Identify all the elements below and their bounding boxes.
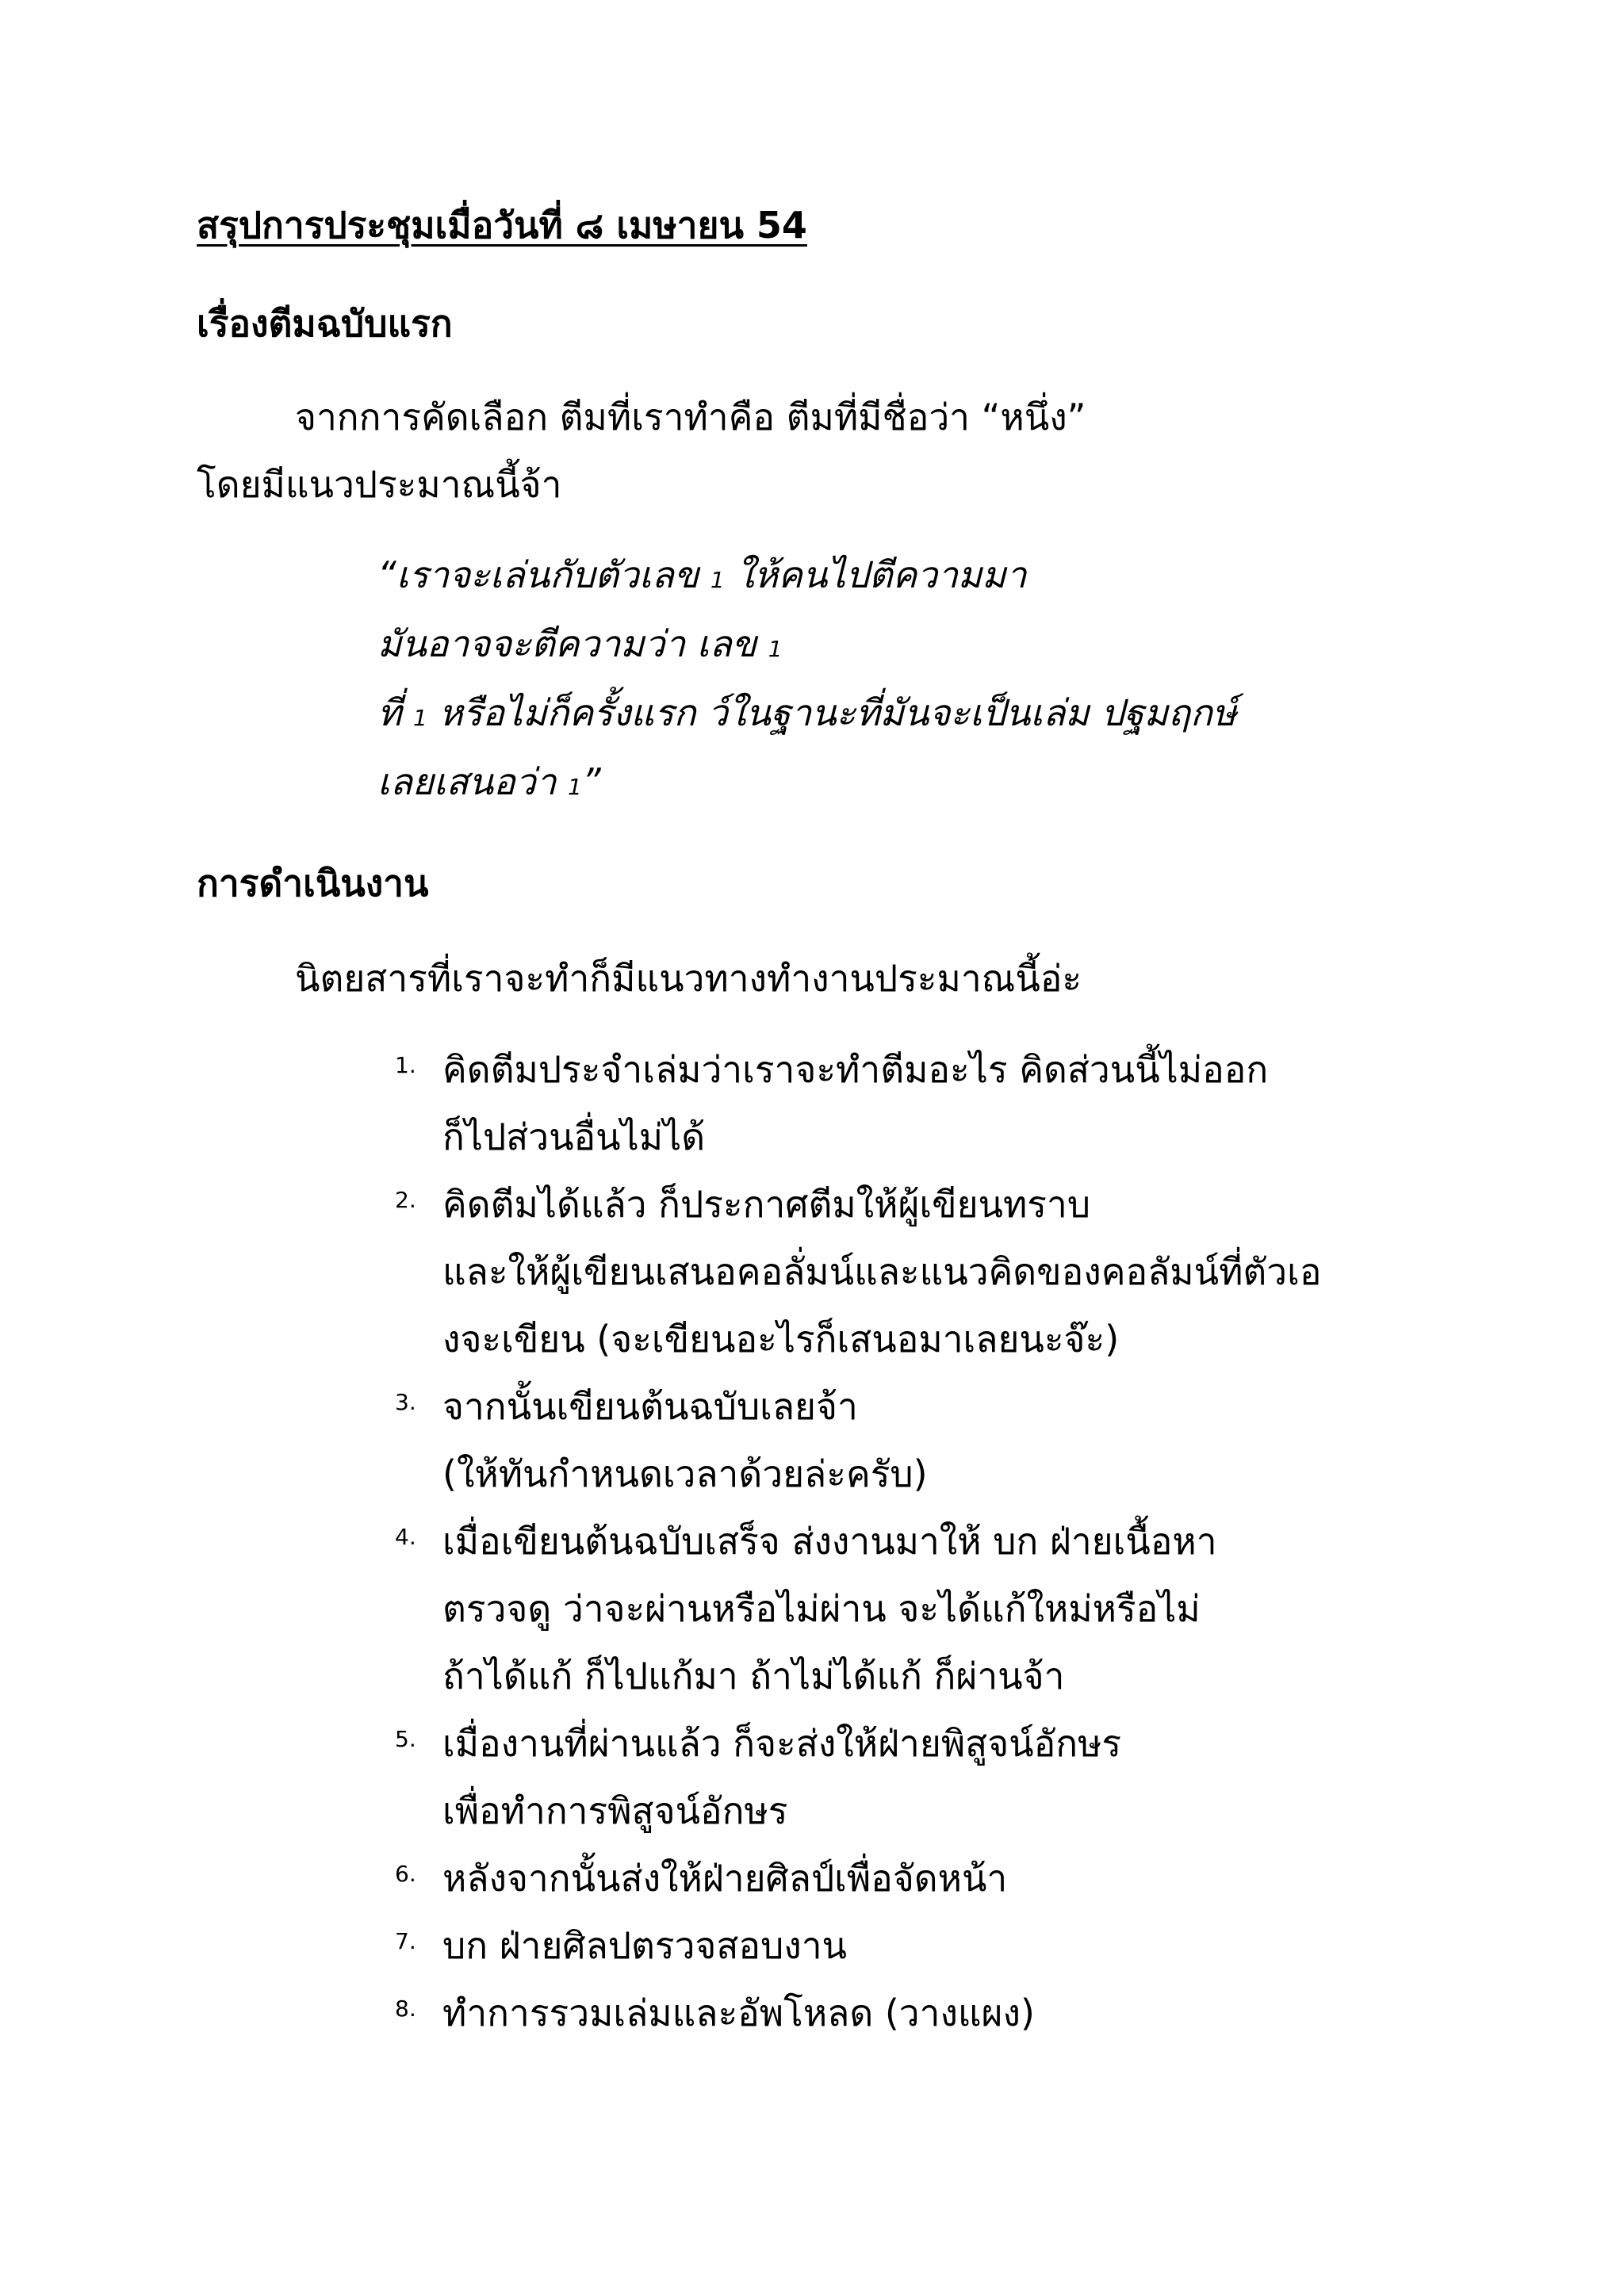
step-number: 3. (395, 1389, 416, 1415)
step-number: 7. (395, 1928, 416, 1954)
process-intro: นิตยสารที่เราจะทำก็มีแนวทางทำงานประมาณนี้อ่ะ (295, 957, 1082, 1000)
quote-line-2: มันอาจจะตีความว่า เลข 1 (377, 622, 783, 665)
step-text-line: เพื่อทำการพิสูจน์อักษร (442, 1789, 788, 1832)
step-number: 5. (395, 1726, 416, 1752)
step-text-line: ทำการรวมเล่มและอัพโหลด (วางแผง) (442, 1992, 1035, 2034)
theme-quote (377, 543, 1236, 819)
quote-line-3: ที่ 1 หรือไม่ก็ครั้งแรก ว์ในฐานะที่มันจะเป็นเล่ม ปฐมฤกษ์ (377, 691, 1237, 734)
step-number: 1. (395, 1052, 416, 1078)
step-text-line: จากนั้นเขียนต้นฉบับเลยจ้า (442, 1385, 858, 1428)
theme-section-heading: เรื่องตีมฉบับแรก (197, 302, 453, 345)
step-text-line: เมื่องานที่ผ่านแล้ว ก็จะส่งให้ฝ่ายพิสูจน์อักษร (442, 1722, 1122, 1765)
step-number: 8. (395, 1996, 416, 2022)
step-text-line: ถ้าได้แก้ ก็ไปแก้มา ถ้าไม่ได้แก้ ก็ผ่านจ้า (442, 1655, 1065, 1697)
step-text-line: คิดตีมประจำเล่มว่าเราจะทำตีมอะไร คิดส่วนนี้ไม่ออก (442, 1048, 1269, 1091)
theme-intro-line-1: จากการคัดเลือก ตีมที่เราทำคือ ตีมที่มีชื่อว่า “หนึ่ง” (295, 396, 1086, 438)
step-text-line: (ให้ทันกำหนดเวลาด้วยล่ะครับ) (442, 1452, 928, 1495)
step-text-line: ตรวจดู ว่าจะผ่านหรือไม่ผ่าน จะได้แก้ใหม่หรือไม่ (442, 1587, 1201, 1630)
process-section-heading: การดำเนินงาน (197, 862, 429, 905)
step-text-line: คิดตีมได้แล้ว ก็ประกาศตีมให้ผู้เขียนทราบ (442, 1183, 1091, 1226)
step-text-line: ก็ไปส่วนอื่นไม่ได้ (442, 1115, 706, 1158)
step-number: 2. (395, 1187, 416, 1213)
step-text-line: และให้ผู้เขียนเสนอคอลั่มน์และแนวคิดของคอลัมน์ที่ตัวเอ (442, 1250, 1322, 1293)
theme-intro-line-2: โดยมีแนวประมาณนี้จ้า (197, 463, 562, 506)
step-text-line: งจะเขียน (จะเขียนอะไรก็เสนอมาเลยนะจ๊ะ) (442, 1318, 1120, 1360)
quote-line-4: เลยเสนอว่า 1” (377, 760, 601, 803)
step-number: 4. (395, 1524, 416, 1550)
step-text-line: บก ฝ่ายศิลปตรวจสอบงาน (442, 1924, 847, 1967)
quote-line-1: “เราจะเล่นกับตัวเลข 1 ให้คนไปตีความมา (377, 553, 1027, 596)
step-text-line: หลังจากนั้นส่งให้ฝ่ายศิลป์เพื่อจัดหน้า (442, 1857, 1008, 1900)
document-title: สรุปการประชุมเมื่อวันที่ ๘ เมษายน 54 (197, 204, 807, 247)
step-text-line: เมื่อเขียนต้นฉบับเสร็จ ส่งงานมาให้ บก ฝ่ายเนื้อหา (442, 1520, 1217, 1563)
step-number: 6. (395, 1861, 416, 1887)
